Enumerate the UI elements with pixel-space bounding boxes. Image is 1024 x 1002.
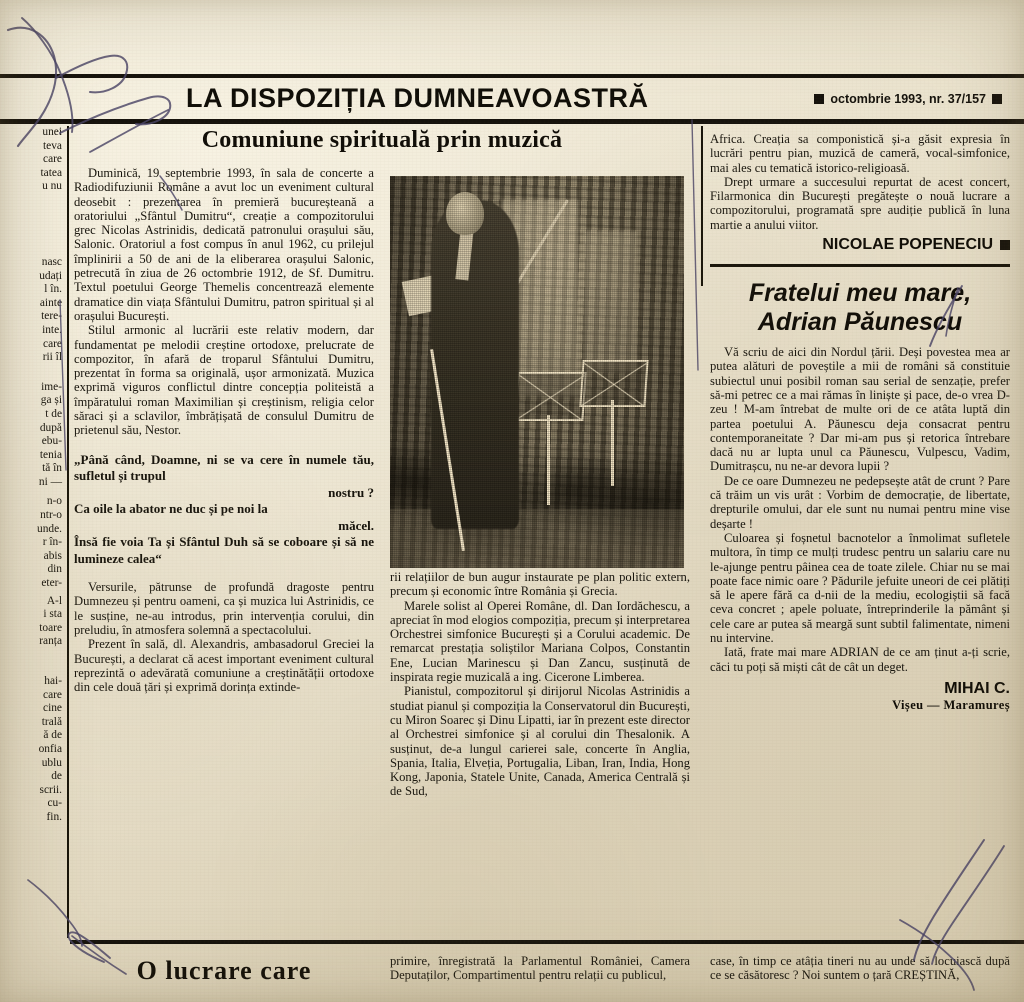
edge-fragment: fin. [46, 810, 62, 823]
edge-fragment: ni — [38, 475, 62, 488]
masthead-date-text: octombrie 1993, nr. 37/157 [830, 91, 986, 106]
masthead-title: LA DISPOZIȚIA DUMNEAVOASTRĂ [186, 83, 649, 113]
paragraph: Drept urmare a succesului repurtat de acest concert, Filarmonica din București pregătește o nouă lucrare a compozitorului, programată spre audiție publică în luna martie a anului viitor. [710, 174, 1010, 232]
letter-location: Vișeu — Maramureș [892, 697, 1010, 712]
edge-fragment: ainte [39, 296, 62, 309]
edge-fragment: teva [43, 139, 62, 152]
edge-fragment: ublu [41, 756, 62, 769]
edge-fragment: ranța [39, 635, 62, 648]
verse-line: „Până când, Doamne, ni se va cere în numele tău, sufletul și trupul [74, 451, 374, 484]
square-bullet-left-icon [814, 94, 824, 104]
edge-fragment: unde. [37, 522, 62, 535]
edge-fragment: care [43, 153, 62, 166]
edge-fragment: A-l [46, 594, 62, 607]
edge-fragment: ime- [41, 380, 62, 393]
paragraph: Iată, frate mai mare ADRIAN de ce am ținut a-ți scrie, căci tu poți să miști cât de cât un deget. [710, 645, 1010, 674]
edge-fragment: tatea [40, 166, 62, 179]
verse-line: nostru ? [328, 484, 374, 500]
edge-fragment: u nu [42, 180, 62, 193]
paragraph: Versurile, pătrunse de profundă dragoste pentru Dumnezeu și pentru oameni, ca și muzica lui Astrinidis, ce le susține, ne-au introdus, prin intervenția corului, din preludiu, în atmosfera solemnă a spectacolului. [74, 580, 374, 638]
paragraph: Culoarea și foșnetul bacnotelor a înmolimat sufletele multora, în timp ce mulți trudesc pentru un salariu care nu le-ajunge pentru pâinea cea de toate zilele. Chiar nu se mai poate face nimic oare ? Pădurile jefuite uneori de cei plătiți să le apere fără ca d-nii de la mediu, ecologiștii să facă ceva concret ; apele poluate, întreprinderile la pământ și cele care ar putea să meargă sunt subtil falimentate, nimeni nu intervine. [710, 530, 1010, 646]
edge-fragment: ga și [40, 394, 62, 407]
paragraph: Stilul armonic al lucrării este relativ modern, dar fundamentat pe melodii creștine ortodoxe, prelucrate de compozitor, în afară de troparul Sfântului Dumitru, prezentat în forma sa originală, ușor armonizată. Muzica exprimă viguros conflictul dintre concepția politeistă a împăratului roman Maximilian și creștinism, religia celor săraci și a sclavilor, îmbrățișată de consulul Dumitru de prietenul său, Nestor. [74, 323, 374, 438]
square-bullet-right-icon [992, 94, 1002, 104]
verse-line: măcel. [338, 517, 374, 533]
article-body-area [0, 126, 1024, 936]
column-two [390, 126, 690, 799]
paragraph: Prezent în sală, dl. Alexandris, ambasadorul Greciei la București, a declarat că acest important eveniment cultural reprezintă o adevărată comuniune a creștinătății ortodoxe din cele două țări și exprimă dorința extinde- [74, 637, 374, 695]
section-divider [710, 264, 1010, 267]
edge-column-fragments [0, 126, 62, 825]
edge-fragment: ntr-o [40, 509, 62, 522]
bottom-section [0, 948, 1024, 1002]
verse-line: Însă fie voia Ta și Sfântul Duh să se coboare și să ne lumineze calea“ [74, 534, 374, 566]
edge-fragment: r în- [42, 536, 62, 549]
edge-fragment: udați [39, 269, 62, 282]
edge-fragment: de [51, 770, 62, 783]
paragraph: case, în timp ce atâția tineri nu au unde să locuiască după ce se căsătoresc ? Noi suntem o țară CREȘTINĂ, [710, 954, 1010, 983]
letter-signature: MIHAI C. [944, 679, 1010, 697]
masthead [0, 78, 1024, 119]
edge-fragment: din [47, 563, 62, 576]
bottom-section-rule [70, 940, 1024, 944]
square-bullet-icon [1000, 240, 1010, 250]
edge-fragment: cu- [47, 797, 62, 810]
paragraph: Vă scriu de aici din Nordul țării. Deși povestea mea ar putea alături de poveștile a mii de români să constituie subiectul unui posibil roman sau serial de senzație, prefer să-mi petrec ce a mai rămas în liniște și pace, de-o vrea D-zeu ! M-am întrebat de multe ori de ce atâta luptă din partea poetului A. Păunescu deja consacrat pentru contemporaneitate ? Dar mi-am pus și retorica întrebare dacă nu ar lupta unul ca Păunescu, Vulpescu, Vadim, Dumitrașcu, nu ne-ar devora lupii ? [710, 345, 1010, 474]
paragraph: Pianistul, compozitorul și dirijorul Nicolas Astrinidis a studiat pianul și compoziția la Conservatorul din București, cu Miron Soarec și Dinu Lipatti, iar în prezent este director al Orchestrei simfonice și al corului din Thesalonik. A susținut, de-a lungul carierei sale, concerte în Anglia, Spania, Italia, Elveția, Portugalia, Liban, Iran, India, Hong Kong, Japonia, Statele Unite, Canada, America Centrală și de Sud, [390, 684, 690, 799]
edge-fragment: tere- [41, 310, 62, 323]
letter-headline-line1: Fratelui meu mare, [748, 279, 972, 308]
edge-fragment: care [43, 337, 62, 350]
edge-fragment: trală [41, 715, 62, 728]
edge-fragment: rii îl [42, 351, 62, 364]
edge-fragment: i sta [43, 608, 62, 621]
edge-fragment: unei [42, 126, 62, 138]
edge-fragment: tă în [42, 462, 62, 475]
edge-fragment: cine [43, 702, 62, 715]
masthead-rule-bottom [0, 119, 1024, 124]
column-three [710, 126, 1010, 713]
paragraph: rii relațiilor de bun augur instaurate pe plan politic extern, precum și economic între România și Grecia. [390, 570, 690, 599]
bottom-headline: O lucrare care [136, 956, 312, 985]
paragraph: De ce oare Dumnezeu ne pedepsește atât de crunt ? Pare că trăim un vis urât : Vorbim de democrație, de libertate, drepturile omului, dar ele sunt nu numai pentru mine vise deșarte ! [710, 473, 1010, 531]
edge-fragment: hai- [44, 675, 62, 687]
paragraph: primire, înregistrată la Parlamentul României, Camera Deputaților, Compartimentul pentru relații cu publicul, [390, 954, 690, 983]
edge-fragment: tenia [39, 448, 62, 461]
edge-fragment: n-o [46, 495, 62, 508]
edge-fragment: inte. [42, 323, 62, 336]
edge-fragment: care [43, 688, 62, 701]
edge-fragment: scrii. [39, 783, 62, 796]
verse-block [74, 452, 374, 568]
edge-fragment: onfia [38, 742, 62, 755]
article-headline: Comuniune spirituală prin muzică [201, 127, 563, 153]
edge-fragment: nasc [41, 255, 62, 268]
paragraph: Africa. Creația sa componistică și-a găsit expresia în lucrări pentru pian, muzică de cameră, vocal-simfonice, mai ales cu tematică istorico-religioasă. [710, 132, 1010, 175]
edge-fragment: l în. [44, 283, 62, 296]
paragraph: Duminică, 19 septembrie 1993, în sala de concerte a Radiodifuziunii Române a avut loc un eveniment cultural deosebit : prezentarea în premieră bucureșteană a oratoriului „Sfântul Dumitru“, creație a compozitorului grec Nicolas Astrinidis, dedicată patronului orașului său, Salonic. Oratoriul a fost compus în anul 1962, cu prilejul împlinirii a 50 de ani de la eliberarea orașului Salonic, petrecută în ziua de 26 octombrie 1912, de Sf. Dumitru. Textul poetului George Themelis concentrează elemente dramatice din viața Sfântului Dumitru, patron spiritual și al orașului București. [74, 166, 374, 323]
edge-fragment: ebu- [41, 435, 62, 448]
edge-fragment: toare [39, 621, 62, 634]
masthead-date [814, 92, 1002, 106]
edge-fragment: eter- [41, 577, 62, 590]
paragraph: Marele solist al Operei Române, dl. Dan Iordăchescu, a apreciat în mod elogios compoziția, precum și interpretarea Orchestrei simfonice București și a Corului academic. De remarcat prestația soliștilor Mariana Colpos, Constantin Ene, Lucian Marinescu și Dan Zancu, susținută de inspirata regie muzicală a ing. Cicerone Limberea. [390, 598, 690, 685]
column-one [74, 126, 374, 695]
signature-text: NICOLAE POPENECIU [822, 236, 993, 254]
edge-fragment: abis [43, 549, 62, 562]
article-signature [710, 236, 1010, 254]
edge-fragment: t de [45, 407, 62, 420]
edge-fragment: după [39, 421, 62, 434]
letter-headline-line2: Adrian Păunescu [757, 308, 963, 337]
verse-line: Ca oile la abator ne duc și pe noi la [74, 501, 268, 517]
edge-fragment: ă de [43, 729, 62, 742]
